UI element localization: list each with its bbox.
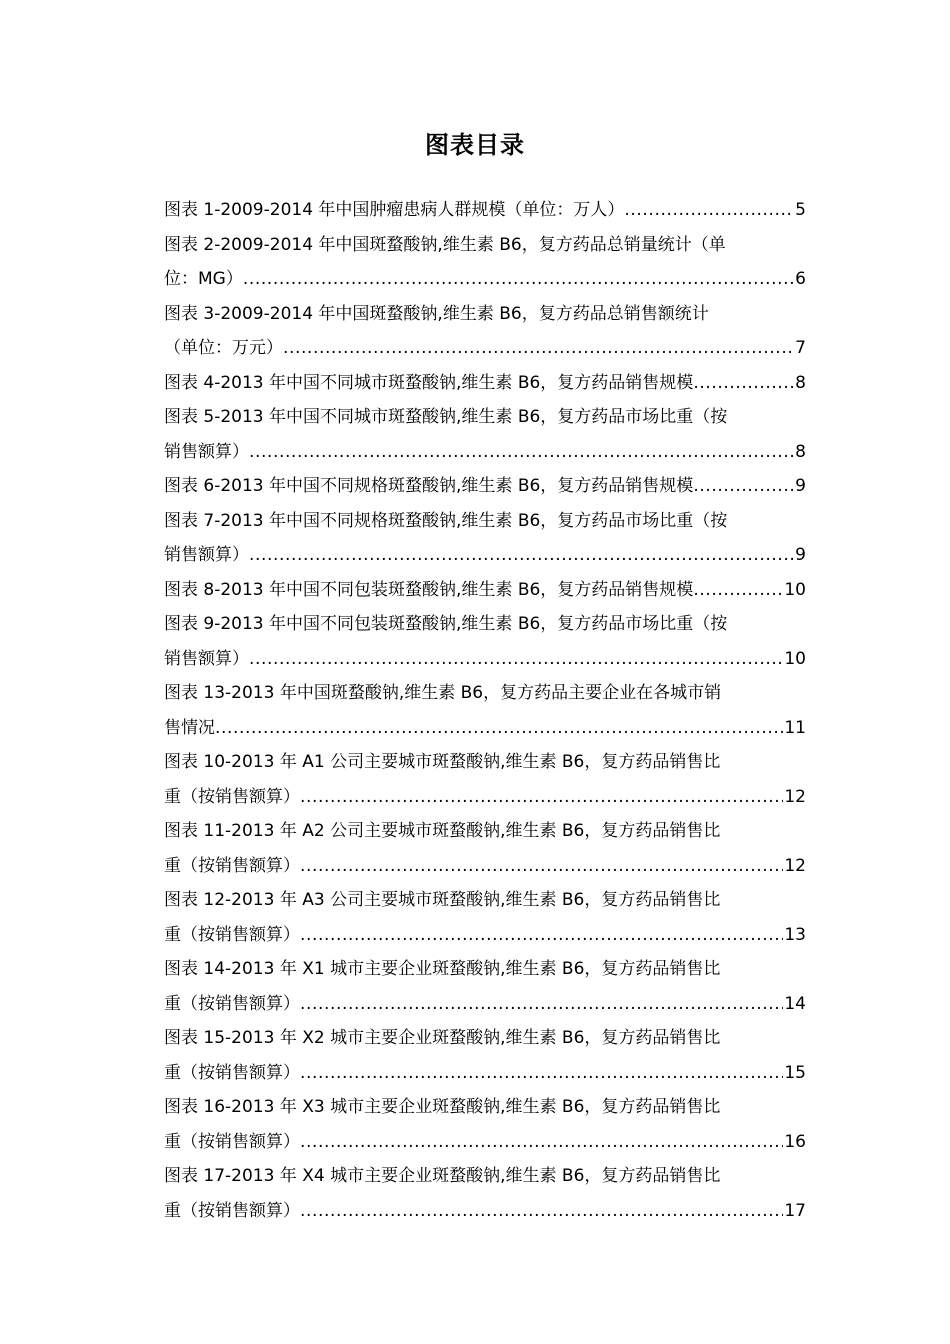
toc-page-number[interactable]: 9 — [795, 476, 806, 496]
toc-entry[interactable] — [164, 228, 806, 297]
toc-entry[interactable] — [164, 504, 806, 573]
toc-entry-line — [164, 952, 806, 987]
toc-entry-text: 重（按销售额算） — [164, 1131, 300, 1152]
toc-entry[interactable] — [164, 952, 806, 1021]
toc-entry[interactable] — [164, 297, 806, 366]
toc-dot-leader — [693, 366, 794, 401]
toc-entry-text: 图表 12-2013 年 A3 公司主要城市斑蝥酸钠,维生素 B6，复方药品销售比 — [164, 890, 721, 910]
toc-dot-leader — [624, 193, 794, 228]
toc-entry-text: 图表 4-2013 年中国不同城市斑蝥酸钠,维生素 B6，复方药品销售规模 — [164, 372, 694, 393]
toc-entry-text: 图表 17-2013 年 X4 城市主要企业斑蝥酸钠,维生素 B6，复方药品销售比 — [164, 1166, 721, 1186]
toc-entry-text: （单位：万元） — [164, 338, 283, 358]
toc-entry[interactable] — [164, 573, 806, 608]
toc-entry-line — [164, 228, 806, 263]
toc-entry-last-line — [164, 1125, 806, 1160]
toc-entry[interactable] — [164, 469, 806, 504]
toc-entry-text: 图表 5-2013 年中国不同城市斑蝥酸钠,维生素 B6，复方药品市场比重（按 — [164, 407, 728, 427]
toc-dot-leader — [249, 538, 794, 573]
toc-entry-text: 销售额算） — [164, 441, 249, 462]
toc-dot-leader — [300, 1056, 783, 1091]
toc-entry-text: 图表 1-2009-2014 年中国肿瘤患病人群规模（单位：万人） — [164, 200, 625, 220]
toc-entry-last-line — [164, 1056, 806, 1091]
toc-dot-leader — [283, 331, 794, 366]
toc-entry-line — [164, 745, 806, 780]
toc-entry-text: 图表 6-2013 年中国不同规格斑蝥酸钠,维生素 B6，复方药品销售规模 — [164, 476, 694, 496]
toc-entry-last-line — [164, 538, 806, 573]
toc-entry-text: 图表 11-2013 年 A2 公司主要城市斑蝥酸钠,维生素 B6，复方药品销售比 — [164, 821, 721, 841]
toc-entry-text: 图表 7-2013 年中国不同规格斑蝥酸钠,维生素 B6，复方药品市场比重（按 — [164, 510, 728, 531]
toc-entry-line — [164, 676, 806, 711]
toc-page-number[interactable]: 7 — [795, 338, 806, 358]
toc-entry[interactable] — [164, 676, 806, 745]
toc-dot-leader — [693, 573, 783, 608]
toc-entry-text: 图表 8-2013 年中国不同包装斑蝥酸钠,维生素 B6，复方药品销售规模 — [164, 579, 694, 600]
toc-entry-line — [164, 814, 806, 849]
toc-dot-leader — [300, 918, 783, 953]
toc-dot-leader — [215, 711, 783, 746]
toc-entry-line — [164, 1090, 806, 1125]
toc-entry-text: 图表 9-2013 年中国不同包装斑蝥酸钠,维生素 B6，复方药品市场比重（按 — [164, 614, 728, 634]
toc-entry-last-line — [164, 262, 806, 297]
toc-page-number[interactable]: 13 — [784, 924, 806, 945]
toc-entry-line — [164, 504, 806, 539]
toc-dot-leader — [300, 1194, 783, 1229]
toc-dot-leader — [300, 1125, 783, 1160]
toc-page-number[interactable]: 8 — [795, 441, 806, 462]
toc-entry-text: 重（按销售额算） — [164, 855, 300, 876]
toc-entry[interactable] — [164, 814, 806, 883]
toc-dot-leader — [693, 469, 794, 504]
toc-dot-leader — [300, 849, 783, 884]
toc-page-number[interactable]: 6 — [795, 269, 806, 289]
toc-entry-text: 重（按销售额算） — [164, 924, 300, 945]
toc-entry-text: 图表 15-2013 年 X2 城市主要企业斑蝥酸钠,维生素 B6，复方药品销售比 — [164, 1028, 721, 1048]
toc-entry-last-line — [164, 711, 806, 746]
toc-entry-line — [164, 400, 806, 435]
toc-entry-text: 重（按销售额算） — [164, 1062, 300, 1083]
toc-entry[interactable] — [164, 193, 806, 228]
toc-entry[interactable] — [164, 400, 806, 469]
toc-entry-text: 位：MG） — [164, 269, 243, 289]
toc-entry-line — [164, 1021, 806, 1056]
toc-entry-text: 图表 14-2013 年 X1 城市主要企业斑蝥酸钠,维生素 B6，复方药品销售比 — [164, 959, 721, 979]
toc-dot-leader — [300, 780, 783, 815]
toc-page-number[interactable]: 10 — [784, 579, 806, 600]
toc-page-number[interactable]: 5 — [795, 200, 806, 220]
toc-entry-text: 销售额算） — [164, 648, 249, 669]
toc-entry-text: 重（按销售额算） — [164, 786, 300, 807]
toc-page-number[interactable]: 17 — [784, 1200, 806, 1221]
toc-entry[interactable] — [164, 1021, 806, 1090]
toc-entry-text: 图表 3-2009-2014 年中国斑蝥酸钠,维生素 B6，复方药品总销售额统计 — [164, 303, 709, 324]
toc-entry-last-line — [164, 642, 806, 677]
toc-entry-text: 重（按销售额算） — [164, 1200, 300, 1221]
toc-entry-text: 图表 16-2013 年 X3 城市主要企业斑蝥酸钠,维生素 B6，复方药品销售比 — [164, 1097, 721, 1117]
toc-entry[interactable] — [164, 745, 806, 814]
toc-entry-text: 销售额算） — [164, 545, 249, 565]
toc-page-number[interactable]: 16 — [784, 1131, 806, 1152]
toc-page-number[interactable]: 9 — [795, 545, 806, 565]
toc-page-number[interactable]: 15 — [784, 1062, 806, 1083]
toc-dot-leader — [243, 262, 794, 297]
toc-page-number[interactable]: 10 — [784, 648, 806, 669]
toc-entry[interactable] — [164, 883, 806, 952]
toc-page-number[interactable]: 8 — [795, 372, 806, 393]
toc-entry-line — [164, 297, 806, 332]
toc-entry-last-line — [164, 849, 806, 884]
toc-page-number[interactable]: 11 — [784, 717, 806, 738]
toc-entry-line — [164, 1159, 806, 1194]
toc-entry-text: 图表 10-2013 年 A1 公司主要城市斑蝥酸钠,维生素 B6，复方药品销售比 — [164, 752, 721, 772]
toc-entry-line — [164, 883, 806, 918]
toc-entry[interactable] — [164, 607, 806, 676]
toc-entry-last-line — [164, 987, 806, 1022]
figure-toc-list — [164, 193, 806, 1228]
toc-entry-last-line — [164, 331, 806, 366]
toc-entry-last-line — [164, 780, 806, 815]
toc-dot-leader — [249, 642, 783, 677]
toc-entry-text: 售情况 — [164, 717, 215, 738]
toc-entry-line — [164, 607, 806, 642]
toc-page-number[interactable]: 12 — [784, 855, 806, 876]
toc-entry[interactable] — [164, 1159, 806, 1228]
toc-entry-text: 图表 2-2009-2014 年中国斑蝥酸钠,维生素 B6，复方药品总销量统计（单 — [164, 234, 726, 255]
toc-dot-leader — [300, 987, 783, 1022]
toc-entry[interactable] — [164, 1090, 806, 1159]
toc-entry-last-line — [164, 193, 806, 228]
toc-page-number[interactable]: 12 — [784, 786, 806, 807]
toc-dot-leader — [249, 435, 794, 470]
toc-entry-text: 图表 13-2013 年中国斑蝥酸钠,维生素 B6，复方药品主要企业在各城市销 — [164, 683, 722, 703]
toc-entry-last-line — [164, 918, 806, 953]
toc-entry-last-line — [164, 435, 806, 470]
toc-entry-text: 重（按销售额算） — [164, 993, 300, 1014]
toc-page-number[interactable]: 14 — [784, 993, 806, 1014]
toc-entry[interactable] — [164, 366, 806, 401]
toc-entry-last-line — [164, 366, 806, 401]
toc-entry-last-line — [164, 1194, 806, 1229]
page-title: 图表目录 — [425, 131, 525, 159]
toc-entry-last-line — [164, 469, 806, 504]
toc-entry-last-line — [164, 573, 806, 608]
